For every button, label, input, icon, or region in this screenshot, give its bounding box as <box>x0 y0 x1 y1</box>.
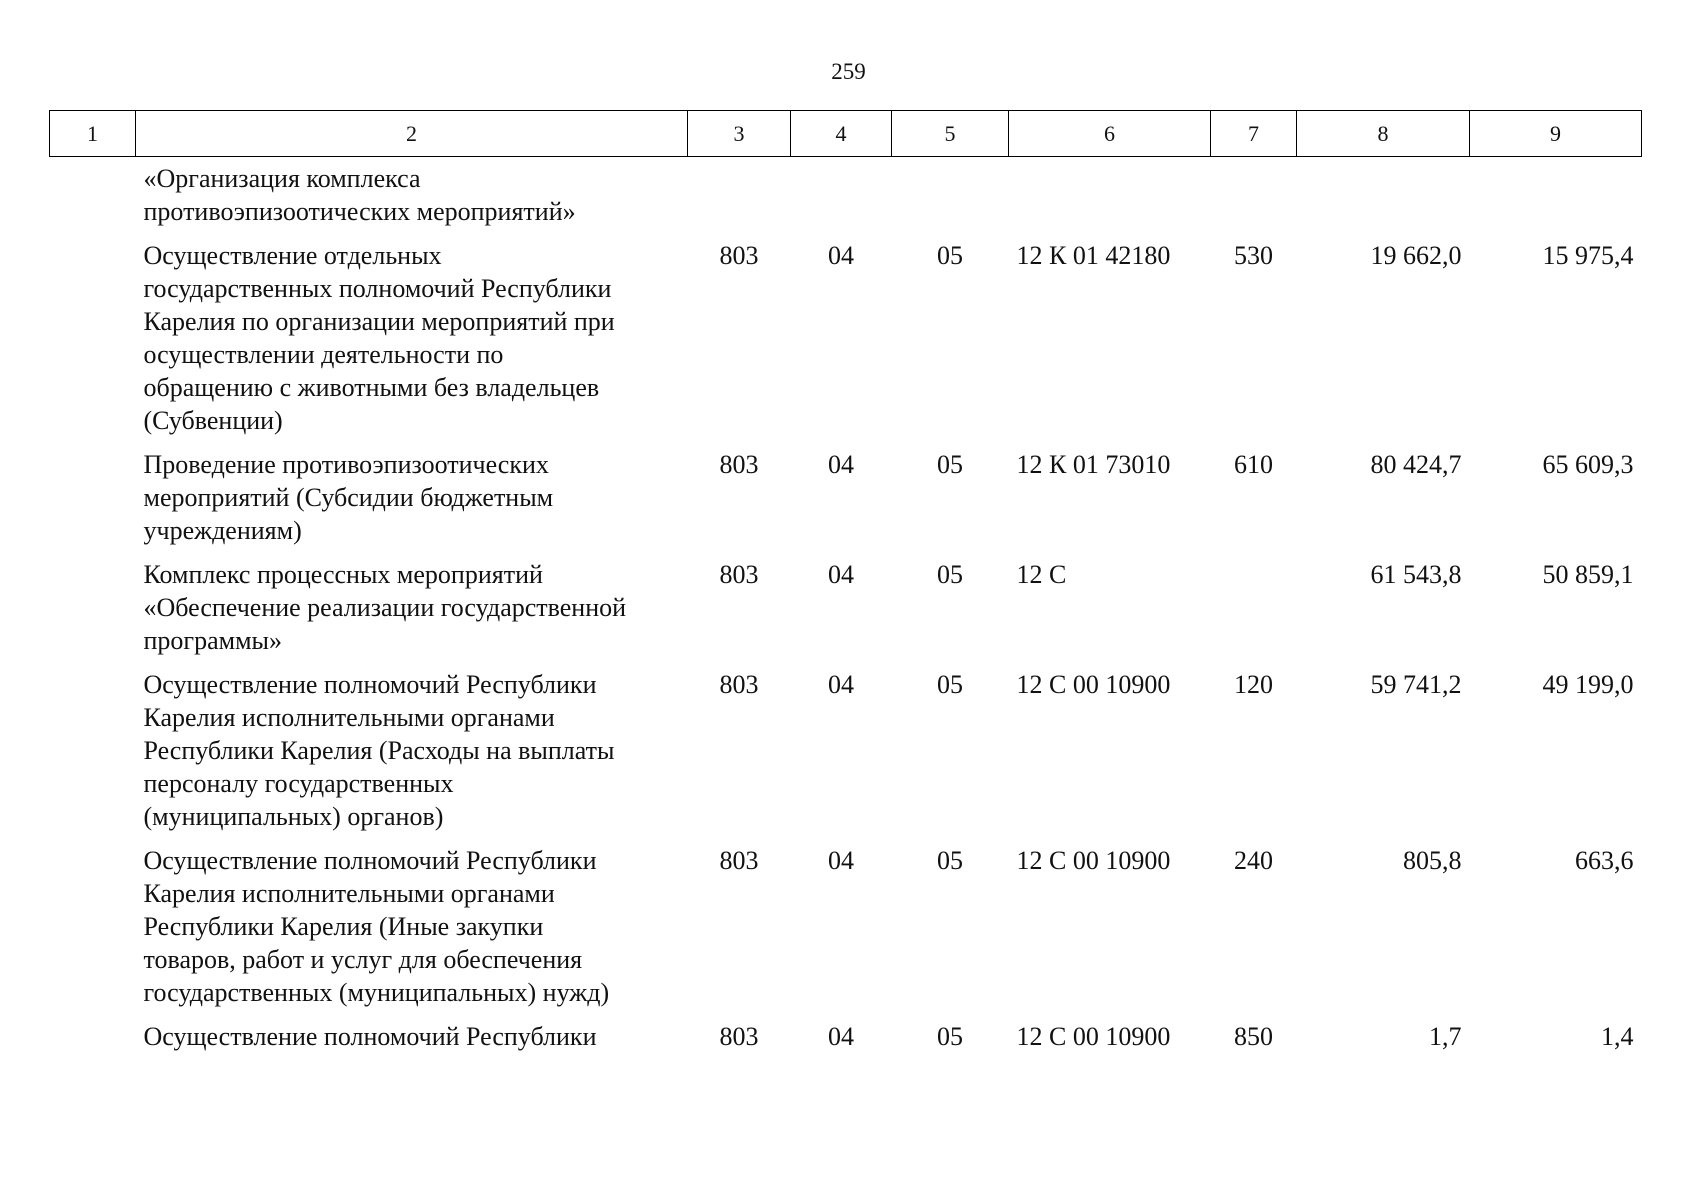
description-line: Карелия по организации мероприятий при <box>143 307 615 336</box>
column-header: 3 <box>688 111 791 157</box>
cell-description <box>136 448 688 558</box>
description-line: «Обеспечение реализации государственной <box>143 593 627 622</box>
cell-expense-type <box>1211 558 1297 668</box>
cell-expense-type: 850 <box>1234 1022 1273 1051</box>
cell-amount-1 <box>1297 157 1470 240</box>
cell-amount-1: 80 424,7 <box>1370 450 1462 479</box>
cell-amount-1: 59 741,2 <box>1370 670 1462 699</box>
cell-subsection: 05 <box>937 846 963 875</box>
cell-section: 04 <box>828 846 854 875</box>
cell-description <box>136 157 688 240</box>
description-line: Республики Карелия (Расходы на выплаты <box>143 736 615 765</box>
cell-target-article <box>1009 157 1211 240</box>
description-line: осуществлении деятельности по <box>143 340 504 369</box>
description-line: (Субвенции) <box>143 406 283 435</box>
cell-col1 <box>50 157 136 240</box>
cell-description <box>136 558 688 668</box>
cell-description <box>136 844 688 1020</box>
description-line: Карелия исполнительными органами <box>143 879 555 908</box>
table-row <box>50 668 1642 844</box>
cell-target-article: 12 С 00 10900 <box>1016 846 1171 875</box>
cell-expense-type: 120 <box>1234 670 1273 699</box>
description-line: Осуществление отдельных <box>143 241 442 270</box>
cell-amount-2 <box>1470 157 1642 240</box>
column-header: 2 <box>136 111 688 157</box>
description-line: Осуществление полномочий Республики <box>143 670 597 699</box>
cell-subsection: 05 <box>937 1022 963 1051</box>
cell-subsection <box>892 157 1009 240</box>
column-header: 9 <box>1470 111 1642 157</box>
column-header: 5 <box>892 111 1009 157</box>
cell-ministry-code: 803 <box>719 1022 759 1051</box>
cell-section: 04 <box>828 670 854 699</box>
cell-target-article: 12 К 01 42180 <box>1016 241 1171 270</box>
column-header: 4 <box>791 111 892 157</box>
column-number-header-row <box>50 111 1642 157</box>
cell-expense-type: 610 <box>1234 450 1273 479</box>
table-row <box>50 1020 1642 1064</box>
page-number: 259 <box>831 59 866 84</box>
cell-target-article: 12 С 00 10900 <box>1016 1022 1171 1051</box>
cell-col1 <box>50 239 136 448</box>
column-header: 8 <box>1297 111 1470 157</box>
cell-subsection: 05 <box>937 241 963 270</box>
cell-amount-2: 65 609,3 <box>1542 450 1634 479</box>
cell-amount-2: 1,4 <box>1601 1022 1634 1051</box>
table-row <box>50 844 1642 1020</box>
cell-section: 04 <box>828 560 854 589</box>
description-line: Осуществление полномочий Республики <box>143 846 597 875</box>
cell-section: 04 <box>828 241 854 270</box>
description-line: Осуществление полномочий Республики <box>143 1022 597 1051</box>
description-line: «Организация комплекса <box>143 164 421 193</box>
cell-amount-1: 19 662,0 <box>1370 241 1462 270</box>
cell-amount-2: 49 199,0 <box>1542 670 1634 699</box>
cell-ministry-code: 803 <box>719 450 759 479</box>
cell-col1 <box>50 844 136 1020</box>
cell-amount-2: 15 975,4 <box>1542 241 1634 270</box>
description-line: Проведение противоэпизоотических <box>143 450 549 479</box>
cell-col1 <box>50 1020 136 1064</box>
description-line: Комплекс процессных мероприятий <box>143 560 543 589</box>
cell-target-article: 12 К 01 73010 <box>1016 450 1171 479</box>
description-line: программы» <box>143 626 282 655</box>
cell-section <box>791 157 892 240</box>
cell-description <box>136 239 688 448</box>
column-header: 1 <box>50 111 136 157</box>
budget-table <box>49 110 1642 1064</box>
cell-ministry-code: 803 <box>719 241 759 270</box>
description-line: противоэпизоотических мероприятий» <box>143 197 576 226</box>
cell-target-article: 12 С 00 10900 <box>1016 670 1171 699</box>
cell-section: 04 <box>828 450 854 479</box>
description-line: мероприятий (Субсидии бюджетным <box>143 483 554 512</box>
description-line: государственных (муниципальных) нужд) <box>143 978 610 1007</box>
cell-col1 <box>50 448 136 558</box>
column-header: 7 <box>1211 111 1297 157</box>
description-line: обращению с животными без владельцев <box>143 373 600 402</box>
cell-ministry-code <box>688 157 791 240</box>
column-header: 6 <box>1009 111 1211 157</box>
cell-amount-2: 50 859,1 <box>1542 560 1634 589</box>
description-line: государственных полномочий Республики <box>143 274 612 303</box>
cell-expense-type <box>1211 157 1297 240</box>
cell-section: 04 <box>828 1022 854 1051</box>
cell-description <box>136 668 688 844</box>
description-line: персоналу государственных <box>143 769 454 798</box>
cell-subsection: 05 <box>937 560 963 589</box>
cell-col1 <box>50 558 136 668</box>
table-body <box>50 157 1642 1065</box>
table-row <box>50 239 1642 448</box>
table-row <box>50 157 1642 240</box>
cell-subsection: 05 <box>937 450 963 479</box>
table-row <box>50 558 1642 668</box>
description-line: учреждениям) <box>143 516 302 545</box>
cell-expense-type: 240 <box>1234 846 1273 875</box>
description-line: Республики Карелия (Иные закупки <box>143 912 544 941</box>
cell-ministry-code: 803 <box>719 670 759 699</box>
cell-ministry-code: 803 <box>719 846 759 875</box>
description-line: Карелия исполнительными органами <box>143 703 555 732</box>
cell-subsection: 05 <box>937 670 963 699</box>
description-line: (муниципальных) органов) <box>143 802 444 831</box>
cell-description <box>136 1020 688 1064</box>
cell-ministry-code: 803 <box>719 560 759 589</box>
table-row <box>50 448 1642 558</box>
cell-target-article: 12 С <box>1016 560 1067 589</box>
cell-amount-1: 805,8 <box>1403 846 1462 875</box>
cell-amount-2: 663,6 <box>1575 846 1634 875</box>
cell-amount-1: 61 543,8 <box>1370 560 1462 589</box>
cell-col1 <box>50 668 136 844</box>
description-line: товаров, работ и услуг для обеспечения <box>143 945 583 974</box>
cell-expense-type: 530 <box>1234 241 1273 270</box>
cell-amount-1: 1,7 <box>1429 1022 1462 1051</box>
